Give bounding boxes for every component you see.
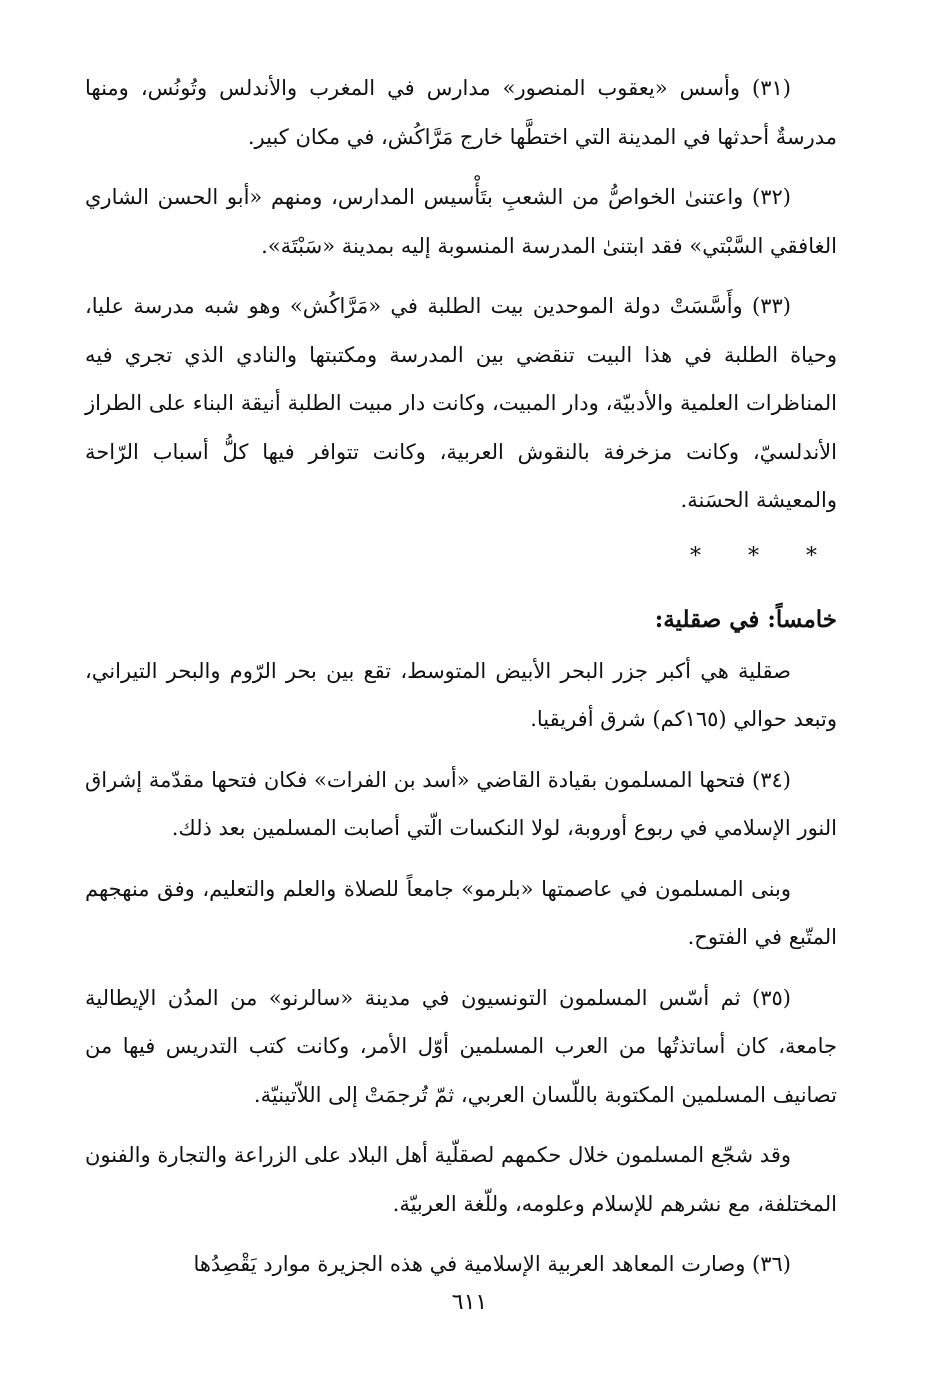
paragraph-35: (٣٥) ثم أسّس المسلمون التونسيون في مدينة «سالرنو» من المدُن الإيطالية جامعة، كان أساتذتُها من العرب المسلمين أوّل الأمر، وكانت كتب التدريس فيها من تصانيف المسلمين المكتوبة باللّسان العربي، ثمّ تُرجمَتْ إلى اللاّتينيّة. — [85, 985, 837, 1107]
paragraph-encouragement: وقد شجّع المسلمون خلال حكمهم لصقلّية أهل البلاد على الزراعة والتجارة والفنون المختلفة، مع نشرهم للإسلام وعلومه، وللّغة العربيّة. — [85, 1143, 837, 1216]
paragraph-33: (٣٣) وأَسَّسَتْ دولة الموحدين بيت الطلبة في «مَرَّاكُش» وهو شبه مدرسة عليا، وحياة الطلبة في هذا البيت تنقضي بين المدرسة ومكتبتها والنادي الذي تجري فيه المناظرات العلمية والأدبيّة، ودار المبيت، وكانت دار مبيت الطلبة أنيقة البناء على الطراز الأندلسيّ، وكانت مزخرفة بالنقوش العربية، وكانت تتوافر فيها كلُّ أسباب الرّاحة والمعيشة الحسَنة. — [85, 294, 837, 512]
paragraph-32: (٣٢) واعتنىٰ الخواصُّ من الشعبِ بتَأْسيس المدارس، ومنهم «أبو الحسن الشاري الغافقي السَّبْتي» فقد ابتنىٰ المدرسة المنسوبة إليه بمدينة «سَبْتَة». — [85, 185, 837, 258]
paragraph-sicily-intro: صقلية هي أكبر جزر البحر الأبيض المتوسط، تقع بين بحر الرّوم والبحر التيراني، وتبعد حوالي (١٦٥كم) شرق أفريقيا. — [85, 658, 837, 731]
page-body — [85, 64, 837, 1301]
paragraph-34: (٣٤) فتحها المسلمون بقيادة القاضي «أسد بن الفرات» فكان فتحها مقدّمة إشراق النور الإسلامي في ربوع أوروبة، لولا النكسات الّتي أصابت المسلمين بعد ذلك. — [85, 767, 837, 840]
section-separator: * * * — [690, 543, 837, 569]
paragraph-31: (٣١) وأسس «يعقوب المنصور» مدارس في المغرب والأندلس وتُونُس، ومنها مدرسةٌ أحدثها في المدينة التي اختطَّها خارج مَرَّاكُش، في مكان كبير. — [85, 76, 837, 149]
section-heading: خامساً: في صقلية: — [654, 605, 837, 633]
paragraph-palermo-mosque: وبنى المسلمون في عاصمتها «بلرمو» جامعاً للصلاة والعلم والتعليم، وفق منهجهم المتّبع في الفتوح. — [85, 876, 837, 949]
paragraph-36: (٣٦) وصارت المعاهد العربية الإسلامية في هذه الجزيرة موارد يَقْصِدُها — [193, 1252, 791, 1276]
page-number: ٦١١ — [451, 1290, 488, 1315]
